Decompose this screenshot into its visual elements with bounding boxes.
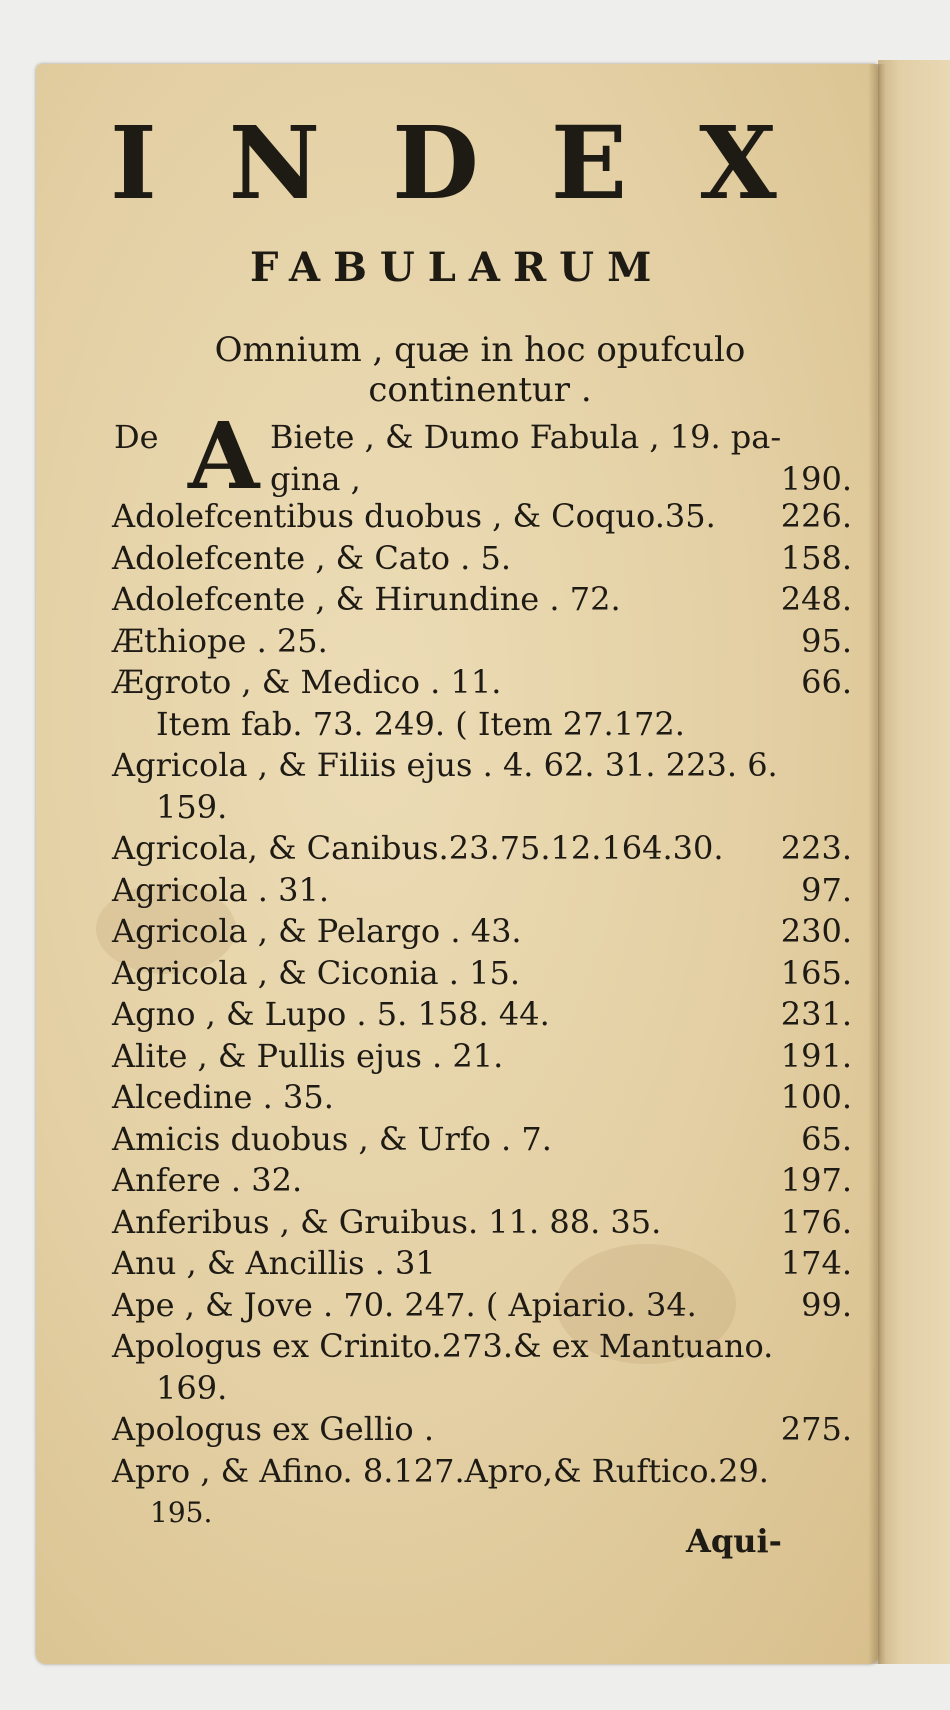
entry-text: Ægroto , & Medico . 11. — [112, 663, 502, 701]
entry-text: Apro , & Afino. 8.127.Apro,& Ruftico.29. — [112, 1451, 769, 1490]
book-gutter — [868, 64, 886, 1664]
entry-page: 231. — [780, 995, 852, 1033]
list-item — [112, 1368, 852, 1410]
entry-page: 248. — [780, 580, 852, 618]
list-item — [112, 745, 852, 787]
entry-text: gina , — [270, 460, 361, 498]
list-item — [112, 1077, 852, 1119]
entry-text: Anu , & Ancillis . 31 — [112, 1244, 436, 1282]
list-item — [112, 1160, 852, 1202]
entry-text: Anfere . 32. — [112, 1161, 303, 1199]
list-item — [112, 538, 852, 580]
entry-page: 226. — [780, 497, 852, 535]
entry-page: 176. — [780, 1202, 852, 1241]
list-item — [112, 704, 852, 746]
list-item — [112, 1119, 852, 1161]
entry-text: Apologus ex Crinito.273.& ex Mantuano. — [112, 1327, 774, 1365]
entry-page: 275. — [780, 1410, 852, 1448]
entry-page: 190. — [780, 460, 852, 498]
list-item — [112, 496, 852, 538]
entry-page: 99. — [801, 1285, 852, 1324]
entry-text: 159. — [156, 787, 228, 826]
entry-text: Ape , & Jove . 70. 247. ( Apiario. 34. — [112, 1285, 697, 1324]
entry-text: Adolefcente , & Cato . 5. — [112, 538, 512, 577]
first-entry — [112, 402, 852, 510]
entry-page: 223. — [780, 829, 852, 867]
entry-text: Æthiope . 25. — [112, 621, 328, 660]
entry-page: 65. — [801, 1119, 852, 1158]
entry-text: 195. — [150, 1496, 213, 1529]
entry-text: Item fab. 73. 249. ( Item 27.172. — [156, 704, 685, 743]
entry-page: 165. — [780, 953, 852, 992]
entry-page: 197. — [780, 1161, 852, 1199]
entry-text: Agricola . 31. — [112, 870, 330, 909]
entry-text: Adolefcente , & Hirundine . 72. — [112, 580, 621, 618]
list-item — [112, 828, 852, 870]
entry-text: Agricola , & Filiis ejus . 4. 62. 31. 223. 6. — [112, 746, 778, 784]
page-subtitle: FABULARUM — [250, 244, 665, 291]
list-item — [112, 1036, 852, 1078]
list-item — [112, 953, 852, 995]
list-item — [112, 1202, 852, 1244]
entry-text: Agno , & Lupo . 5. 158. 44. — [112, 995, 550, 1033]
entry-prefix: De — [114, 418, 159, 456]
entry-page: 97. — [801, 870, 852, 909]
list-item — [112, 787, 852, 829]
list-item — [112, 1243, 852, 1285]
list-item — [112, 994, 852, 1036]
entry-page: 95. — [801, 621, 852, 660]
entry-text: Anferibus , & Gruibus. 11. 88. 35. — [112, 1202, 662, 1241]
entry-text: Alite , & Pullis ejus . 21. — [112, 1036, 504, 1075]
list-item — [112, 1409, 852, 1451]
list-item — [112, 1285, 852, 1327]
list-item — [112, 1451, 852, 1493]
entry-text: Amicis duobus , & Urfo . 7. — [112, 1119, 552, 1158]
page-title: INDEX — [110, 104, 849, 222]
entry-page: 191. — [780, 1036, 852, 1075]
list-item — [112, 579, 852, 621]
intro-text: Omnium , quæ in hoc opufculo continentur . — [214, 330, 746, 410]
entry-text: Alcedine . 35. — [112, 1078, 334, 1116]
entry-page: 100. — [780, 1078, 852, 1116]
facing-page-edge — [878, 60, 950, 1664]
entry-text: Apologus ex Gellio . — [112, 1410, 435, 1448]
entry-text: Adolefcentibus duobus , & Coquo.35. — [112, 497, 716, 535]
list-item — [112, 1326, 852, 1368]
list-item — [112, 621, 852, 663]
entry-page: 66. — [801, 663, 852, 701]
list-item — [112, 662, 852, 704]
entry-text: Agricola, & Canibus.23.75.12.164.30. — [112, 829, 724, 867]
catchword: Aqui- — [686, 1522, 782, 1560]
entry-text: Agricola , & Ciconia . 15. — [112, 953, 521, 992]
entry-text: 169. — [156, 1368, 228, 1407]
entry-page: 158. — [780, 538, 852, 577]
entry-text: Agricola , & Pelargo . 43. — [112, 912, 522, 950]
drop-cap: A — [188, 402, 260, 510]
entry-page: 174. — [780, 1244, 852, 1282]
list-item — [112, 870, 852, 912]
entry-text: Biete , & Dumo Fabula , 19. pa- — [270, 418, 782, 456]
entry-page: 230. — [780, 912, 852, 950]
index-list — [112, 496, 852, 1534]
list-item — [112, 911, 852, 953]
